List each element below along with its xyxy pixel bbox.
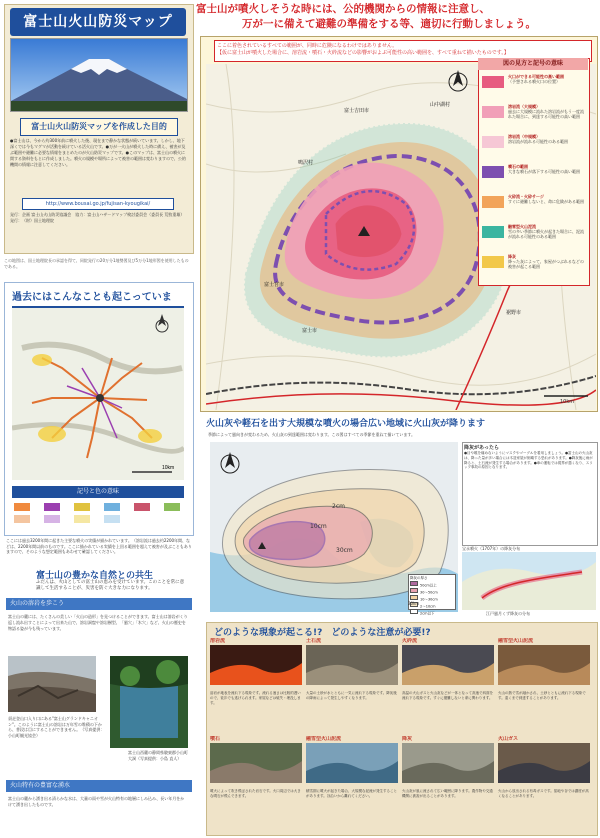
- legend-description: （予想される噴火口の位置）: [508, 79, 560, 84]
- phenomenon-text: 積雪期に噴火が起きた場合、大規模な泥流が発生することがあります。谷沿いから離れてください。: [306, 789, 397, 798]
- ashfall-legend-label: 50cm以上: [420, 583, 437, 587]
- phenomenon-title: 噴石: [210, 736, 221, 742]
- legend-label: 噴石の範囲: [508, 164, 528, 169]
- phenomenon-title: 火砕流: [402, 638, 418, 644]
- phenomena-heading: どのような現象が起こる!? どのような注意が必要!?: [214, 628, 431, 638]
- phenomenon-card: [210, 638, 302, 725]
- city-label: 富士市: [302, 328, 318, 334]
- ashfall-legend-label: 2〜10cm: [420, 604, 436, 608]
- purpose-text: ●富士山は、今から約300年前に噴火した後、現在まで静かな状態が続いています。しかし、地下深くでは今もマグマが活動を続けている活火山です。●万が一火山が噴火した時に備え、被害が及ぶ範囲や避難に必要な情報をまとめたのが火山防災マップです。●このマップは、富士山の噴火に関する資料をもとに作成しました。噴火の規模や場所によって被害の範囲は変わりますので、公的機関の情報に注意してください。: [10, 138, 186, 167]
- phenomenon-card: [210, 736, 302, 825]
- hazard-map-note-line-1: ここに着色されているすべての範囲が、同時に危険になるわけではありません。: [217, 43, 398, 49]
- past-map-scale: 10km: [162, 465, 175, 471]
- section-lava-text: 富士山の麓には、たくさんの美しい「火山の造形」を見つけることができます。富士山は溶岩がくり返し流れ出すことによって出来た山で、溶岩洞窟や溶岩樹型、「風穴」「氷穴」など、火山の歴史を物語る姿が今も残っています。: [8, 614, 188, 631]
- legend-description: 雪の多い季節に噴火が起きた場合に、泥流が流れる可能性のある範囲: [508, 229, 584, 239]
- ashfall-legend-label: 2cm以下: [420, 611, 435, 615]
- mount-fuji-photo: [10, 38, 188, 112]
- hoei-inset-caption: 江戸風月くず降灰の分布: [486, 611, 530, 616]
- phenomenon-title: 土石流: [306, 638, 322, 644]
- phenomenon-text: 高温の火山ガスと火山灰などが一体となって高速で斜面を流れ下る現象です。すぐに避難しないと命に関わります。: [402, 691, 493, 700]
- legend-heading: 記号と色の意味: [12, 486, 184, 498]
- phenomenon-photo: [210, 645, 302, 685]
- phenomenon-text: 溶岩が地表を流れ下る現象です。流れる速さは比較的遅いので、徒歩でも逃げられます。家屋などは焼失・埋没します。: [210, 691, 301, 705]
- hazard-legend-row: [482, 194, 586, 218]
- past-eruptions-legend: [12, 500, 184, 526]
- phenomenon-card: [498, 736, 590, 825]
- section-lava-title: 火山の溶岩を歩こう: [6, 598, 192, 610]
- ashfall-legend-item: [410, 588, 454, 595]
- hazard-legend-title: 図の見方と記号の意味: [478, 58, 588, 70]
- phenomenon-card: [306, 638, 398, 725]
- hoei-inset-title: 宝永噴火（1707年）の降灰分布: [462, 546, 521, 551]
- headline: [196, 2, 596, 32]
- legend-label: 溶岩流（大規模）: [508, 104, 540, 109]
- phenomenon-card: [402, 638, 494, 725]
- phenomenon-text: 噴火によって吹き飛ばされた岩石です。火口周辺では大きな噴石が飛んできます。: [210, 789, 301, 798]
- hazard-map-note-line-2: 【仮に富士山が噴火した場合に、溶岩流・噴石・火砕流などの影響がおよぶ可能性の高い範囲を、すべて重ねて描いたものです。】: [217, 50, 509, 56]
- city-label: 鳴沢村: [298, 160, 314, 166]
- phenomenon-text: 大量の土砂が水とともに一気に流れ下る現象です。降灰後の降雨によって発生しやすくなります。: [306, 691, 397, 700]
- ashfall-subtitle: 季節によって風向きが変わるため、火山灰の到達範囲は変わります。この図はすべての季節を重ねて描いています。: [208, 432, 416, 437]
- phenomenon-title: 融雪型火山泥流: [306, 736, 342, 742]
- ashfall-legend-title: 降灰の厚さ: [410, 576, 428, 580]
- legend-label: 降灰: [508, 254, 516, 259]
- past-eruptions-heading: 過去にはこんなことも起こっていま: [12, 290, 184, 308]
- ashfall-legend-label: 10〜30cm: [420, 597, 438, 601]
- section-spring-title: 火山特有の豊富な湧水: [6, 780, 192, 792]
- legend-swatch: [482, 226, 504, 238]
- legend-swatch: [482, 106, 504, 118]
- phenomenon-photo: [498, 743, 590, 783]
- city-label: 山中湖村: [430, 102, 451, 108]
- hazard-legend-row: [482, 164, 586, 188]
- nature-heading: 富士山の豊かな自然との共生: [36, 571, 154, 581]
- hazard-legend-row: [482, 134, 586, 158]
- ashfall-advice-title: 降灰があったら: [464, 445, 499, 451]
- legend-swatch: [482, 196, 504, 208]
- ashfall-advice-text: ●目や喉を痛めないようにマスクやゴーグルを着用しましょう。●富士山の火山灰は、降った量が多い場合には木造家屋が倒壊する恐れがあります。●降灰後に雨が降ると、土石流が発生する場合があります。●車の運転では視界が悪くなり、スリップ事故の原因となります。: [464, 451, 593, 470]
- phenomenon-title: 火山ガス: [498, 736, 519, 742]
- ashfall-legend-swatch: [410, 609, 418, 615]
- ashfall-legend-swatch: [410, 588, 418, 594]
- phenomenon-photo: [498, 645, 590, 685]
- phenomenon-card: [498, 638, 590, 725]
- phenomenon-title: 降灰: [402, 736, 413, 742]
- publisher-credit: 発行：企画 富士山火山防災協議会 協力：富士山ハザードマップ検討委員会（委員長 荒牧重雄） 発行：（財）国土地理院: [10, 212, 187, 223]
- phenomenon-photo: [306, 645, 398, 685]
- phenomenon-title: 融雪型火山泥流: [498, 638, 534, 644]
- hazard-legend-row: [482, 254, 586, 278]
- legend-swatch: [482, 136, 504, 148]
- legend-label: 火砕流・火砕サージ: [508, 194, 544, 199]
- legend-label: 火口ができる可能性の高い範囲: [508, 74, 564, 79]
- phenomenon-photo: [402, 743, 494, 783]
- map-footnote: この地図は、国土地理院長の承認を得て、同院発行の20万分1地勢図及び5万分1地形図を使用したものである。: [4, 258, 189, 269]
- ashfall-map-scale: 20km: [408, 601, 420, 606]
- hazard-legend-row: [482, 104, 586, 128]
- past-eruptions-map: [12, 308, 184, 480]
- lava-canyon-photo: [8, 656, 96, 712]
- ashfall-legend-swatch: [410, 581, 418, 587]
- phenomenon-photo: [402, 645, 494, 685]
- nature-subtitle: ふだんは、火山としての富士山の恵みを受けています。このことを常に意識して生活することが、災害を防ぐ大きな力になります。: [36, 580, 185, 591]
- phenomenon-text: 火山から放出される有毒ガスです。窪地や谷では濃度が高くなることがあります。: [498, 789, 589, 798]
- city-label: 裾野市: [506, 310, 522, 316]
- phenomenon-card: [402, 736, 494, 825]
- phenomenon-card: [306, 736, 398, 825]
- ash-label-2cm: 2cm: [332, 503, 345, 510]
- headline-line-1: 富士山が噴火しそうな時には、公的機関からの情報に注意し、: [196, 3, 490, 15]
- ash-label-30cm: 30cm: [336, 547, 353, 554]
- section-spring-text: 富士山の麓から湧き出る清らかな水は、大量の雨や雪が火山特有の地層にしみ込み、長い年月をかけて湧き出したものです。: [8, 796, 185, 807]
- ashfall-legend-item: [410, 609, 454, 616]
- ash-label-10cm: 10cm: [310, 523, 327, 530]
- legend-swatch: [482, 256, 504, 268]
- ashfall-legend-item: [410, 581, 454, 588]
- ashfall-legend-label: 30〜50cm: [420, 590, 438, 594]
- city-label: 富士吉田市: [344, 108, 370, 114]
- phenomenon-title: 溶岩流: [210, 638, 226, 644]
- legend-description: すぐに避難しないと、命に危険がある範囲: [508, 199, 584, 204]
- phenomenon-text: 火山灰が風に流されて広い範囲に降ります。農作物や交通機関に被害が出ることがあります。: [402, 789, 493, 798]
- hazard-legend-row: [482, 74, 586, 98]
- phenomenon-text: 火山の熱で雪が融かされ、土砂とともに流れ下る現象です。遠くまで到達することがあります。: [498, 691, 586, 700]
- city-label: 富士宮市: [264, 282, 285, 288]
- hoei-ashfall-inset-map: [462, 552, 596, 610]
- legend-description: 溶岩流が流れる可能性のある範囲: [508, 139, 568, 144]
- purpose-heading: 富士山火山防災マップを作成した目的: [20, 118, 178, 136]
- spring-water-photo: [110, 656, 188, 748]
- phenomenon-photo: [306, 743, 398, 783]
- headline-line-2: 万が一に備えて避難の準備をする等、適切に行動しましょう。: [242, 18, 536, 30]
- hazard-legend-row: [482, 224, 586, 248]
- past-eruptions-note: ここには過去3200年間に起きた主要な噴火の実績が描かれています。（溶岩流は過去約2200年間、などは、2200年間以前のものです。ここに描かれている実績を上回る範囲を超えて被害が及ぶこともありますので、そのような想定範囲もあわせて確認してください。: [6, 538, 192, 554]
- legend-swatch: [482, 166, 504, 178]
- map-title: 富士山火山防災マップ: [10, 8, 186, 36]
- legend-label: 融雪型火山泥流: [508, 224, 536, 229]
- legend-swatch: [482, 76, 504, 88]
- phenomenon-photo: [210, 743, 302, 783]
- spring-photo-caption: 富士山西麓の静岡県駿東郡小山町大洞（写真提供：小島 直人）: [128, 750, 188, 761]
- lava-photo-caption: 須走登山口入り口にある"富士山グランドキャニオン"。このように富士山の溶岩は万年雪の堆積の下から、普段は目にすることができません。（写真提供：小山町観光協会）: [8, 716, 105, 738]
- legend-label: 溶岩流（中規模）: [508, 134, 540, 139]
- ashfall-heading: 火山灰や軽石を出す大規模な噴火の場合広い地域に火山灰が降ります: [206, 419, 486, 429]
- hazard-map-scale: 10km: [560, 399, 575, 405]
- legend-description: 降った灰によって、家屋がつぶれるなどの被害が起こる範囲: [508, 259, 584, 269]
- legend-description: 過去に大規模に流れた溶岩流がもう一度流れた場合に、到達する可能性の高い範囲: [508, 109, 584, 119]
- website-link[interactable]: http://www.bousai.go.jp/fujisan-kyougikai/: [22, 198, 174, 210]
- ashfall-legend-swatch: [410, 595, 418, 601]
- legend-description: 大きな噴石が落下する可能性の高い範囲: [508, 169, 580, 174]
